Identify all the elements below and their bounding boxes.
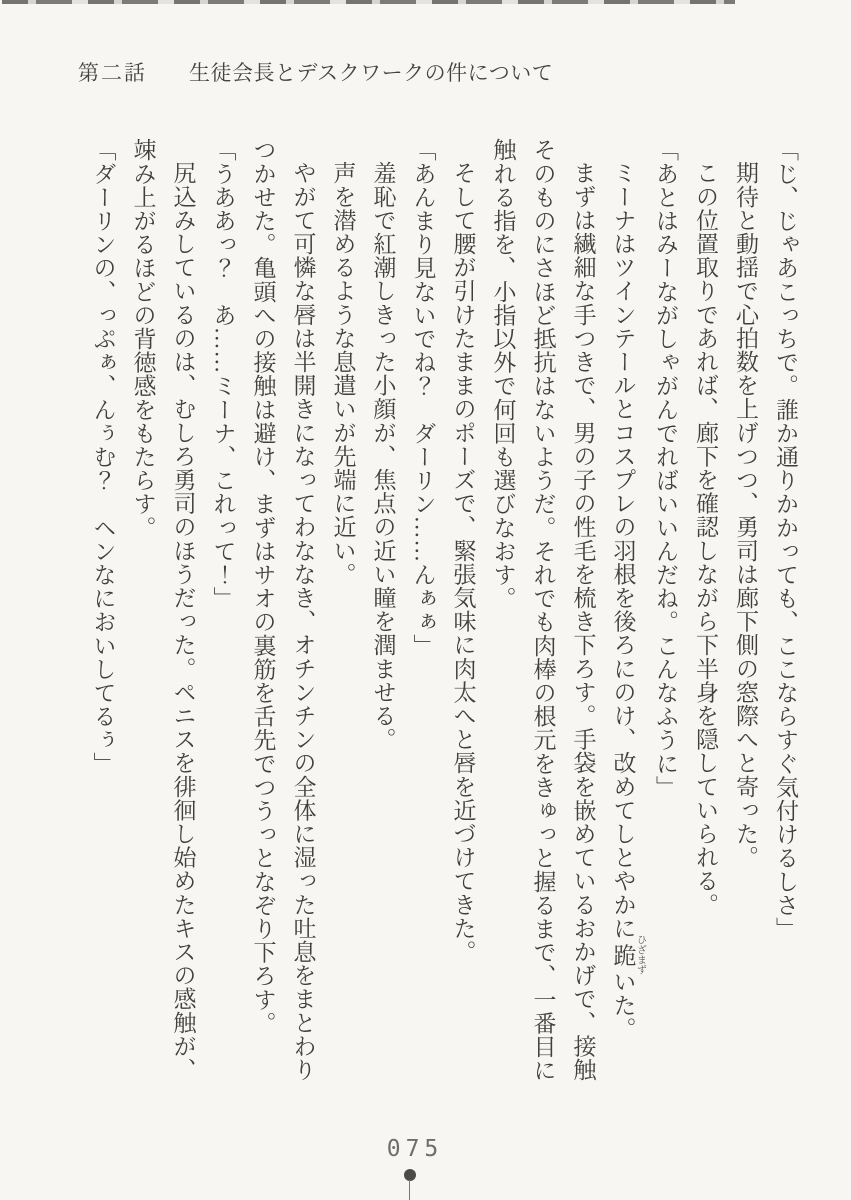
body-paragraph: 声を潜めるような息遣いが先端に近い。 — [330, 161, 356, 586]
body-paragraph: 羞恥で紅潮しきった小顔が、焦点の近い瞳を潤ませる。 — [370, 161, 396, 751]
body-paragraph: まずは繊細な手つきで、男の子の性毛を梳き下ろす。手袋を嵌めているおかげで、接触そのものにさほど抵抗はないようだ。それでも肉棒の根元をきゅっと握るまで、一番目に触れる指を、小指以外で何回も選びなおす。 — [490, 138, 596, 1082]
chapter-number: 第二話 — [78, 61, 147, 85]
body-paragraph: 「あとはみーながしゃがんでればいいんだね。こんなふうに」 — [653, 138, 678, 799]
body-paragraph: この位置取りであれば、廊下を確認しながら下半身を隠していられる。 — [693, 161, 718, 917]
binding-line-mark — [409, 1180, 410, 1200]
binding-dot-mark — [404, 1169, 416, 1181]
body-paragraph: 尻込みしているのは、むしろ勇司のほうだった。ペニスを徘徊し始めたキスの感触が、竦み上がるほどの背徳感をもたらす。 — [130, 138, 196, 1082]
scan-artifact-top — [2, 0, 735, 4]
ruby-post-text: いた。 — [610, 969, 636, 1041]
ruby-reading: ひざまず — [634, 934, 646, 975]
body-paragraph: そして腰が引けたままのポーズで、緊張気味に肉太へと唇を近づけてきた。 — [450, 161, 476, 964]
chapter-title: 生徒会長とデスクワークの件について — [189, 61, 554, 85]
body-paragraph: やがて可憐な唇は半開きになってわななき、オチンチンの全体に湿った吐息をまとわりつかせた。亀頭への接触は避け、まずはサオの裏筋を舌先でつうっとなぞり下ろす。 — [250, 138, 316, 1082]
body-paragraph: 「じ、じゃあこっちで。誰か通りかかっても、ここならすぐ気付けるしさ」 — [773, 138, 798, 941]
body-paragraph: 「うああっ？ あ……ミーナ、これって！」 — [210, 138, 236, 610]
body-text — [83, 138, 806, 1086]
body-paragraph — [603, 138, 646, 1086]
ruby-base: 跪 — [610, 934, 636, 975]
body-paragraph: 「あんまり見ないでね？ ダーリン……んぁぁ」 — [410, 138, 436, 658]
body-paragraph: 期待と動揺で心拍数を上げつつ、勇司は廊下側の窓際へと寄った。 — [733, 161, 758, 869]
chapter-header — [78, 57, 553, 87]
ruby-pre-text: ミーナはツインテールとコスプレの羽根を後ろにのけ、改めてしとやかに — [610, 161, 636, 940]
ruby-annotation — [610, 934, 646, 975]
page-number: 075 — [386, 1136, 444, 1162]
body-paragraph: 「ダーリンの、っぷぁ、んぅむ？ ヘンなにおいしてるぅ」 — [90, 138, 116, 776]
